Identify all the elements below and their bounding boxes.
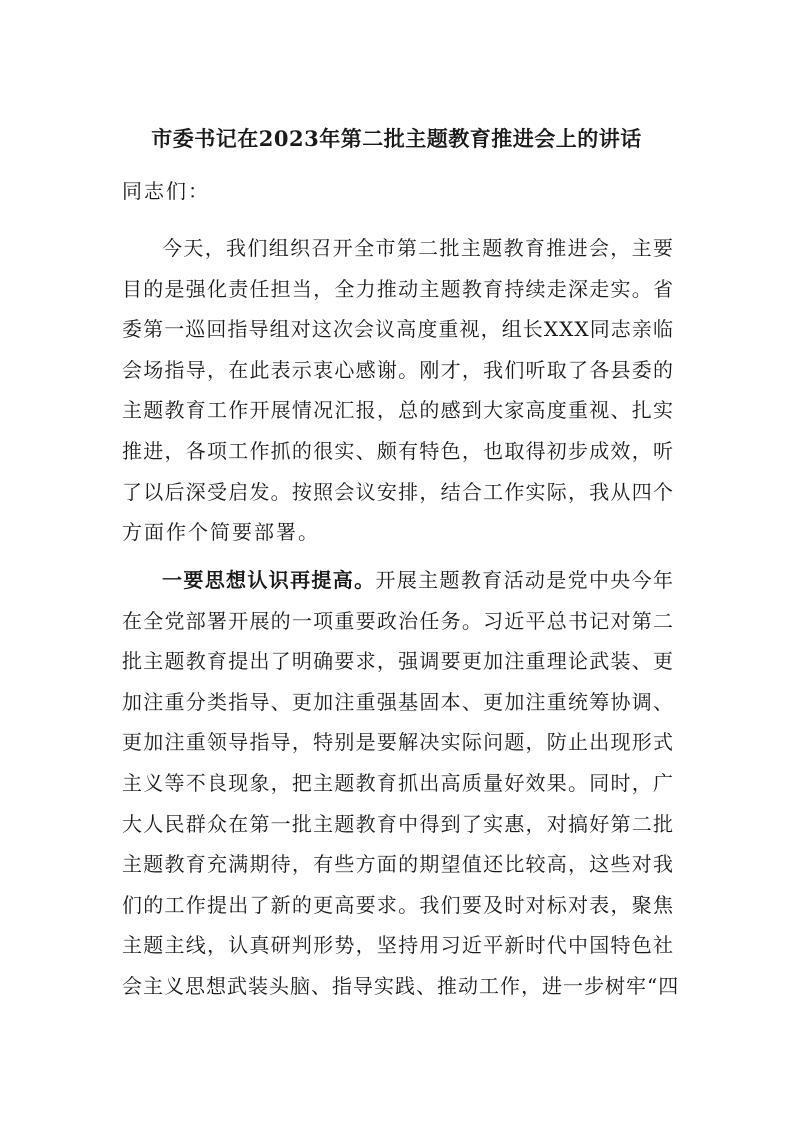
salutation: 同志们： [122,179,210,203]
paragraph-line: 批主题教育提出了明确要求，强调要更加注重理论武装、更 [122,649,674,674]
paragraph-line: 在全党部署开展的一项重要政治任务。习近平总书记对第二 [122,608,674,633]
document-title: 市委书记在2023年第二批主题教育推进会上的讲话 [151,126,642,151]
paragraph-line: 了以后深受启发。按照会议安排，结合工作实际，我从四个 [122,479,674,504]
paragraph-section-one [122,560,680,1007]
paragraph-intro [122,228,674,553]
section-heading-rest: 开展主题教育活动是党中央今年 [375,568,675,592]
paragraph-line: 主题教育充满期待，有些方面的期望值还比较高，这些对我 [122,852,674,877]
paragraph-line: 目的是强化责任担当，全力推动主题教育持续走深走实。省 [122,276,674,301]
paragraph-line: 主题教育工作开展情况汇报，总的感到大家高度重视、扎实 [122,398,674,423]
paragraph-line: 委第一巡回指导组对这次会议高度重视，组长XXX同志亲临 [122,317,674,342]
paragraph-line: 更加注重领导指导，特别是要解决实际问题，防止出现形式 [122,730,674,755]
paragraph-line: 会主义思想武装头脑、指导实践、推动工作，进一步树牢“四 [122,973,680,998]
section-heading: 一要思想认识再提高。 [162,568,376,592]
paragraph-line: 会场指导，在此表示衷心感谢。刚才，我们听取了各县委的 [122,357,674,382]
paragraph-line: 主题主线，认真研判形势，坚持用习近平新时代中国特色社 [122,933,674,958]
paragraph-line [122,560,674,601]
paragraph-line: 今天，我们组织召开全市第二批主题教育推进会，主要 [162,236,674,260]
paragraph-line: 大人民群众在第一批主题教育中得到了实惠，对搞好第二批 [122,811,674,836]
paragraph-line: 加注重分类指导、更加注重强基固本、更加注重统筹协调、 [122,689,674,714]
paragraph-line: 们的工作提出了新的更高要求。我们要及时对标对表，聚焦 [122,892,674,917]
paragraph-line: 主义等不良现象，把主题教育抓出高质量好效果。同时，广 [122,770,674,795]
paragraph-line: 方面作个简要部署。 [122,520,320,545]
paragraph-line: 推进，各项工作抓的很实、颇有特色，也取得初步成效，听 [122,438,674,463]
